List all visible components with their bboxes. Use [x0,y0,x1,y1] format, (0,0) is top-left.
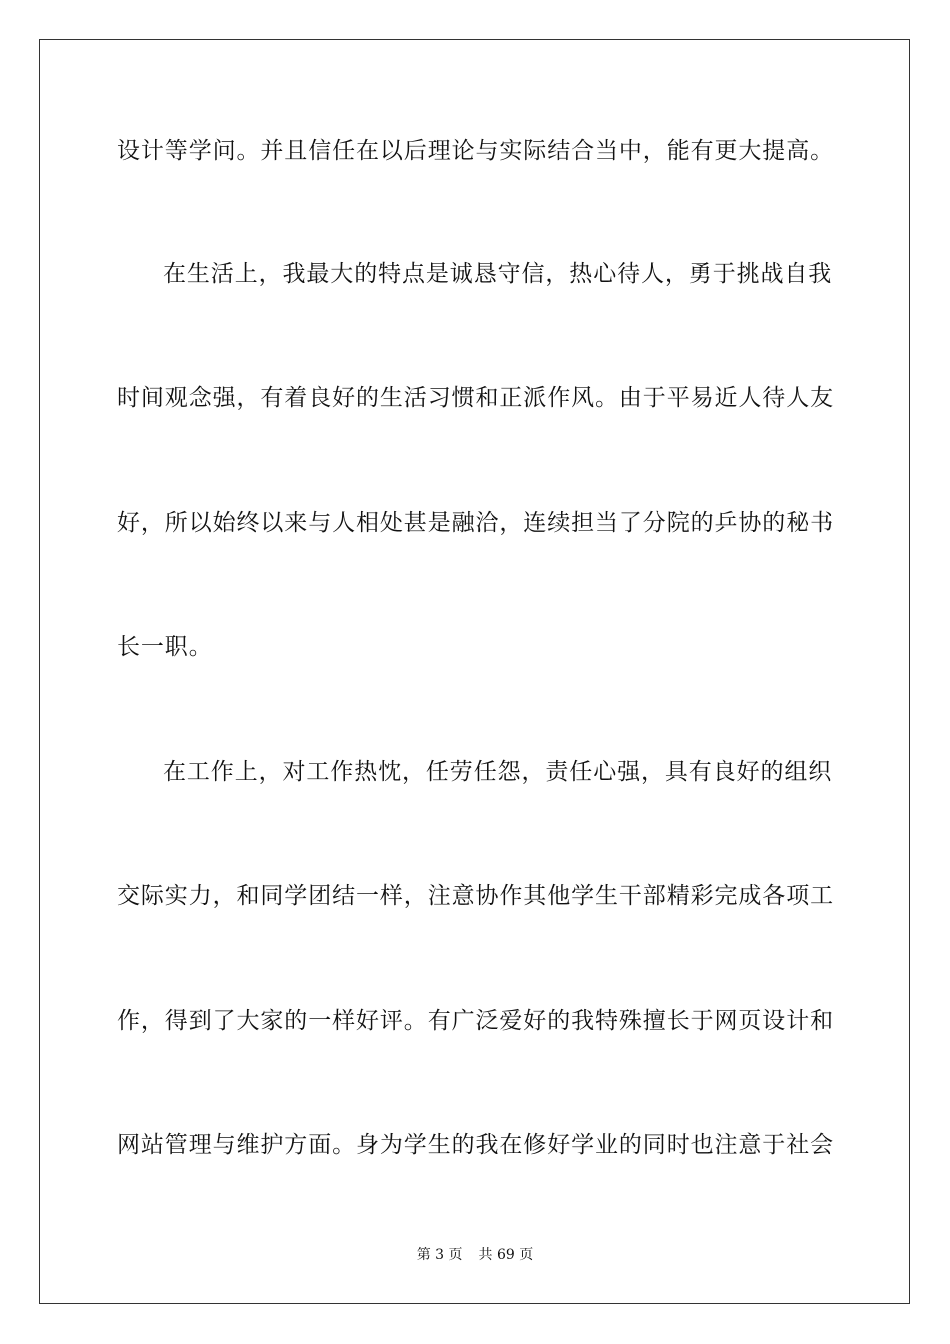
body-text-line-2: 在生活上，我最大的特点是诚恳守信，热心待人，勇于挑战自我 [163,261,833,287]
total-pages: 共 69 页 [478,1247,534,1263]
body-text-line-8: 作，得到了大家的一样好评。有广泛爱好的我特殊擅长于网页设计和 [117,1008,834,1034]
body-text-line-7: 交际实力，和同学团结一样，注意协作其他学生干部精彩完成各项工 [117,883,834,909]
body-text-line-5: 长一职。 [117,634,213,660]
page-frame [39,39,910,1304]
page-number: 第 3 页 [416,1247,463,1263]
body-text-line-1: 设计等学问。并且信任在以后理论与实际结合当中，能有更大提高。 [117,138,834,164]
body-text-line-9: 网站管理与维护方面。身为学生的我在修好学业的同时也注意于社会 [117,1132,834,1158]
body-text-line-4: 好，所以始终以来与人相处甚是融洽，连续担当了分院的乒协的秘书 [117,510,834,536]
page-footer [0,1246,950,1264]
body-text-line-3: 时间观念强，有着良好的生活习惯和正派作风。由于平易近人待人友 [117,385,834,411]
body-text-line-6: 在工作上，对工作热忱，任劳任怨，责任心强，具有良好的组织 [163,759,833,785]
